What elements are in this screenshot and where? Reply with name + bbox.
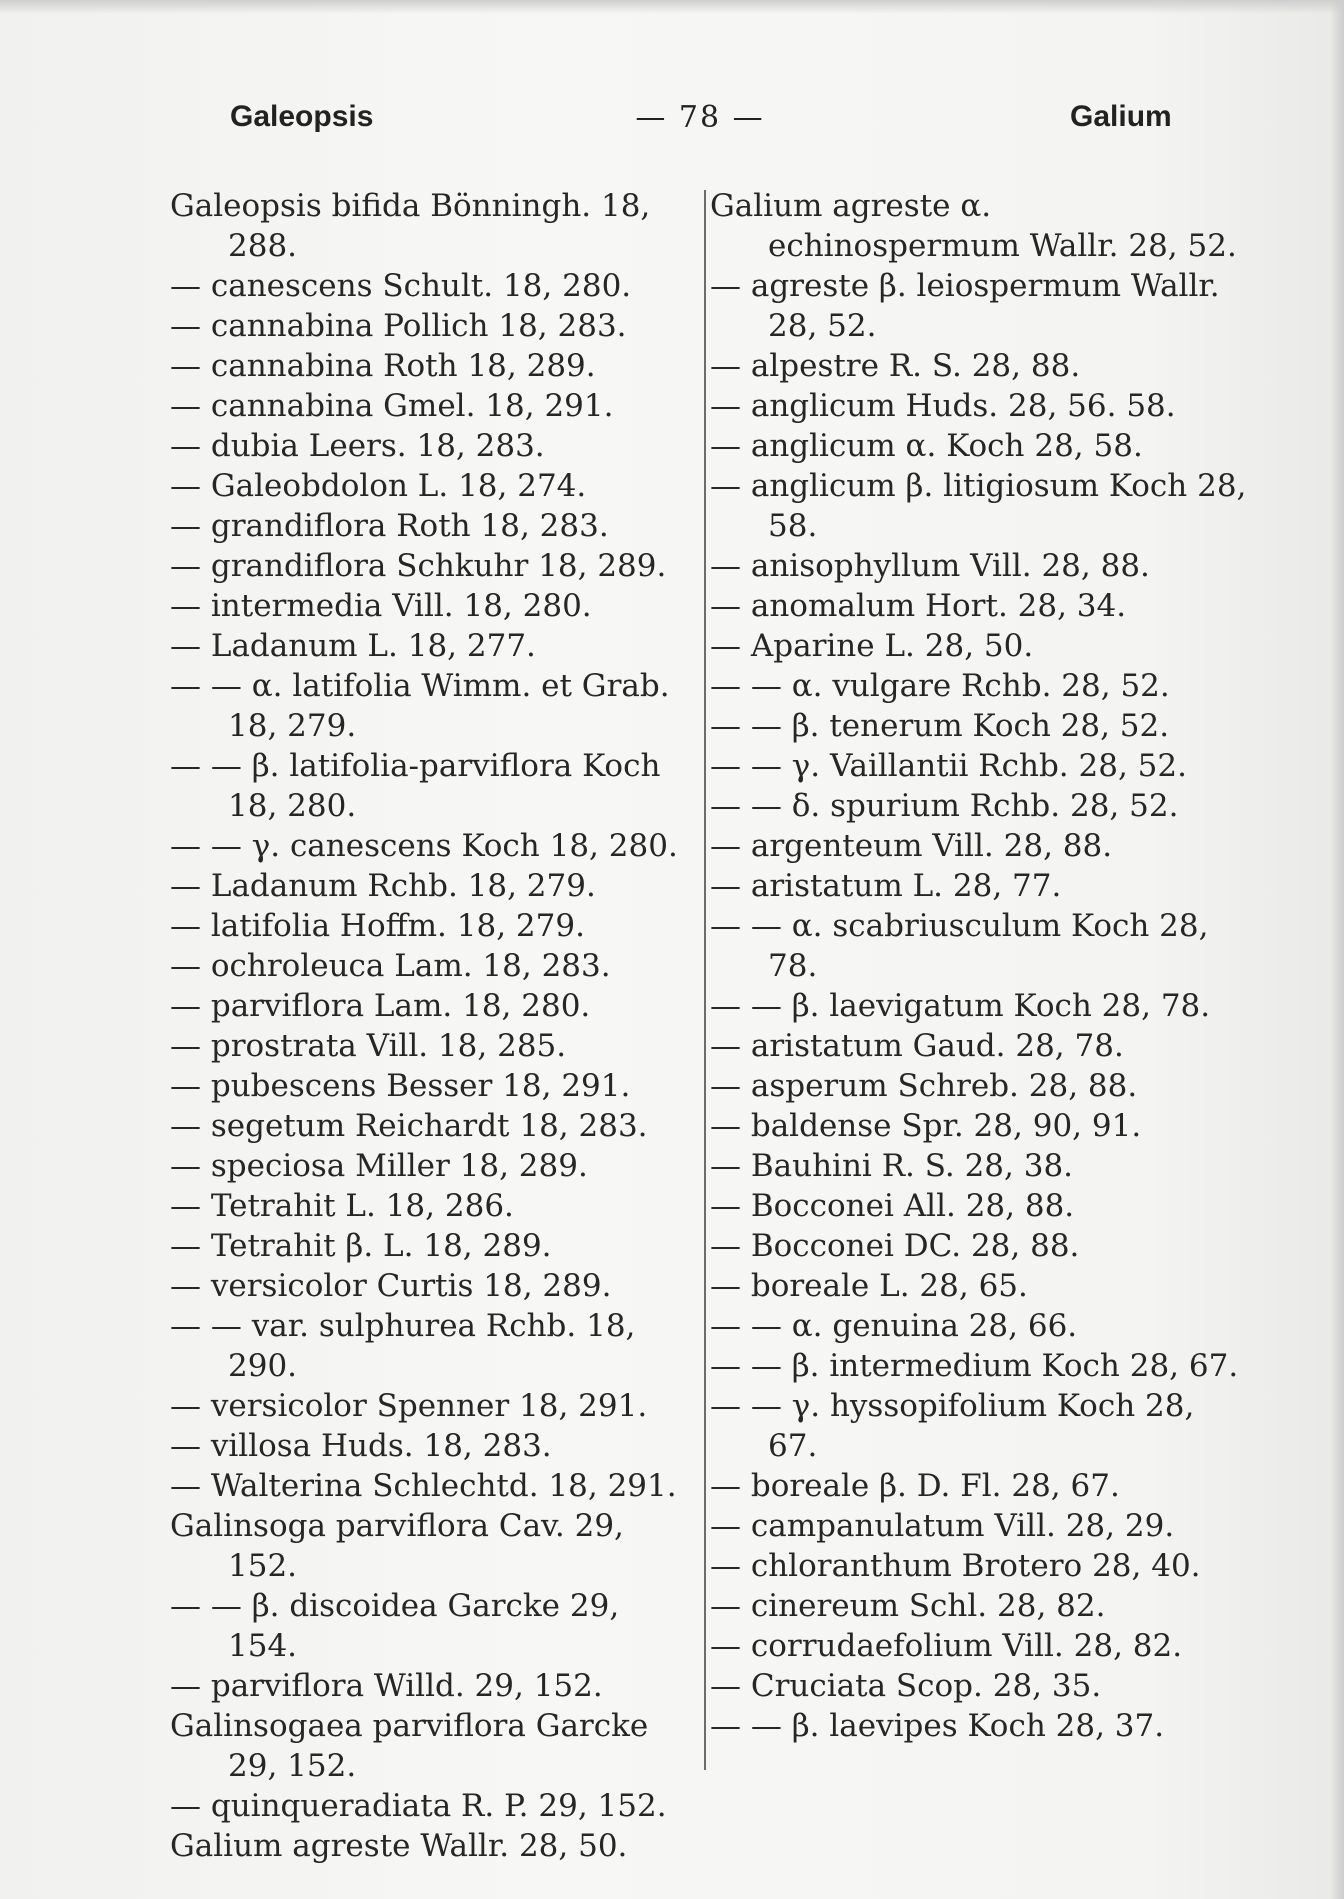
index-entry: — Tetrahit L. 18, 286. (170, 1188, 514, 1224)
index-column-left (170, 186, 695, 1866)
index-entry: — Bocconei DC. 28, 88. (710, 1228, 1080, 1264)
index-entry: — corrudaefolium Vill. 28, 82. (710, 1628, 1183, 1664)
index-entry: Galium agreste Wallr. 28, 50. (170, 1828, 628, 1864)
index-entry: — — γ. canescens Koch 18, 280. (170, 828, 678, 864)
index-entry: — speciosa Miller 18, 289. (170, 1148, 588, 1184)
index-entry: — chloranthum Brotero 28, 40. (710, 1548, 1201, 1584)
index-entry: — — β. intermedium Koch 28, 67. (710, 1348, 1239, 1384)
index-entry: — Tetrahit β. L. 18, 289. (170, 1228, 552, 1264)
index-entry: — prostrata Vill. 18, 285. (170, 1028, 567, 1064)
header-left-catchword: Galeopsis (230, 100, 374, 133)
index-entry: — grandiflora Roth 18, 283. (170, 508, 609, 544)
running-header (0, 100, 1344, 150)
index-entry: — — β. discoidea Garcke 29, 154. (170, 1588, 620, 1664)
index-entry: — Ladanum L. 18, 277. (170, 628, 536, 664)
index-entry: — cannabina Gmel. 18, 291. (170, 388, 614, 424)
index-entry: — dubia Leers. 18, 283. (170, 428, 545, 464)
index-entry: — baldense Spr. 28, 90, 91. (710, 1108, 1142, 1144)
index-entry: — — β. tenerum Koch 28, 52. (710, 708, 1170, 744)
index-entry: — anomalum Hort. 28, 34. (710, 588, 1127, 624)
index-entry: — cannabina Roth 18, 289. (170, 348, 596, 384)
index-entry: — anglicum α. Koch 28, 58. (710, 428, 1143, 464)
index-entry: — Ladanum Rchb. 18, 279. (170, 868, 596, 904)
index-entry: — Galeobdolon L. 18, 274. (170, 468, 587, 504)
index-entry: — cannabina Pollich 18, 283. (170, 308, 627, 344)
index-entry: — latifolia Hoffm. 18, 279. (170, 908, 585, 944)
index-entry: — alpestre R. S. 28, 88. (710, 348, 1081, 384)
index-column-right (710, 186, 1250, 1746)
index-entry: — — β. latifolia-parviflora Koch 18, 280. (170, 748, 661, 824)
index-entry: — parviflora Willd. 29, 152. (170, 1668, 603, 1704)
index-entry: — Walterina Schlechtd. 18, 291. (170, 1468, 677, 1504)
index-entry: — boreale β. D. Fl. 28, 67. (710, 1468, 1120, 1504)
index-entry: — Bauhini R. S. 28, 38. (710, 1148, 1074, 1184)
index-entry: — versicolor Spenner 18, 291. (170, 1388, 648, 1424)
index-entry: — canescens Schult. 18, 280. (170, 268, 632, 304)
header-right-catchword: Galium (1070, 100, 1172, 133)
index-entry: — segetum Reichardt 18, 283. (170, 1108, 648, 1144)
index-entry: — — α. latifolia Wimm. et Grab. 18, 279. (170, 668, 670, 744)
index-entry: — anisophyllum Vill. 28, 88. (710, 548, 1150, 584)
page-number: — 78 — (635, 100, 765, 135)
page-right-shadow (1330, 0, 1344, 1899)
page-top-shadow (0, 0, 1344, 14)
index-entry: — — β. laevipes Koch 28, 37. (710, 1708, 1165, 1744)
index-entry: Galeopsis bifida Bönningh. 18, 288. (170, 188, 651, 264)
index-entry: Galium agreste α. echinospermum Wallr. 28, 52. (710, 188, 1237, 264)
index-entry: — Cruciata Scop. 28, 35. (710, 1668, 1102, 1704)
index-entry: — intermedia Vill. 18, 280. (170, 588, 592, 624)
index-entry: — quinqueradiata R. P. 29, 152. (170, 1788, 667, 1824)
index-entry: — ochroleuca Lam. 18, 283. (170, 948, 611, 984)
index-entry: — campanulatum Vill. 28, 29. (710, 1508, 1175, 1544)
column-divider (704, 190, 706, 1770)
index-entry: — — δ. spurium Rchb. 28, 52. (710, 788, 1179, 824)
index-entry: — — var. sulphurea Rchb. 18, 290. (170, 1308, 636, 1384)
index-entry: — — γ. Vaillantii Rchb. 28, 52. (710, 748, 1187, 784)
index-entry: — villosa Huds. 18, 283. (170, 1428, 552, 1464)
index-entry: — — β. laevigatum Koch 28, 78. (710, 988, 1211, 1024)
index-entry: — boreale L. 28, 65. (710, 1268, 1028, 1304)
index-entry: — Aparine L. 28, 50. (710, 628, 1034, 664)
index-entry: — asperum Schreb. 28, 88. (710, 1068, 1138, 1104)
index-entry: — parviflora Lam. 18, 280. (170, 988, 591, 1024)
index-entry: — argenteum Vill. 28, 88. (710, 828, 1113, 864)
index-entry: — anglicum Huds. 28, 56. 58. (710, 388, 1176, 424)
index-entry: — Bocconei All. 28, 88. (710, 1188, 1075, 1224)
index-entry: — — γ. hyssopifolium Koch 28, 67. (710, 1388, 1195, 1464)
index-entry: — — α. vulgare Rchb. 28, 52. (710, 668, 1170, 704)
index-entry: — grandiflora Schkuhr 18, 289. (170, 548, 667, 584)
index-entry: — cinereum Schl. 28, 82. (710, 1588, 1106, 1624)
index-entry: — anglicum β. litigiosum Koch 28, 58. (710, 468, 1247, 544)
index-entry: — aristatum L. 28, 77. (710, 868, 1062, 904)
index-entry: — versicolor Curtis 18, 289. (170, 1268, 612, 1304)
index-entry: Galinsogaea parviflora Garcke 29, 152. (170, 1708, 649, 1784)
index-entry: — aristatum Gaud. 28, 78. (710, 1028, 1124, 1064)
index-entry: — — α. scabriusculum Koch 28, 78. (710, 908, 1209, 984)
index-entry: — — α. genuina 28, 66. (710, 1308, 1078, 1344)
index-entry: — agreste β. leiospermum Wallr. 28, 52. (710, 268, 1220, 344)
index-entry: — pubescens Besser 18, 291. (170, 1068, 631, 1104)
index-entry: Galinsoga parviflora Cav. 29, 152. (170, 1508, 624, 1584)
